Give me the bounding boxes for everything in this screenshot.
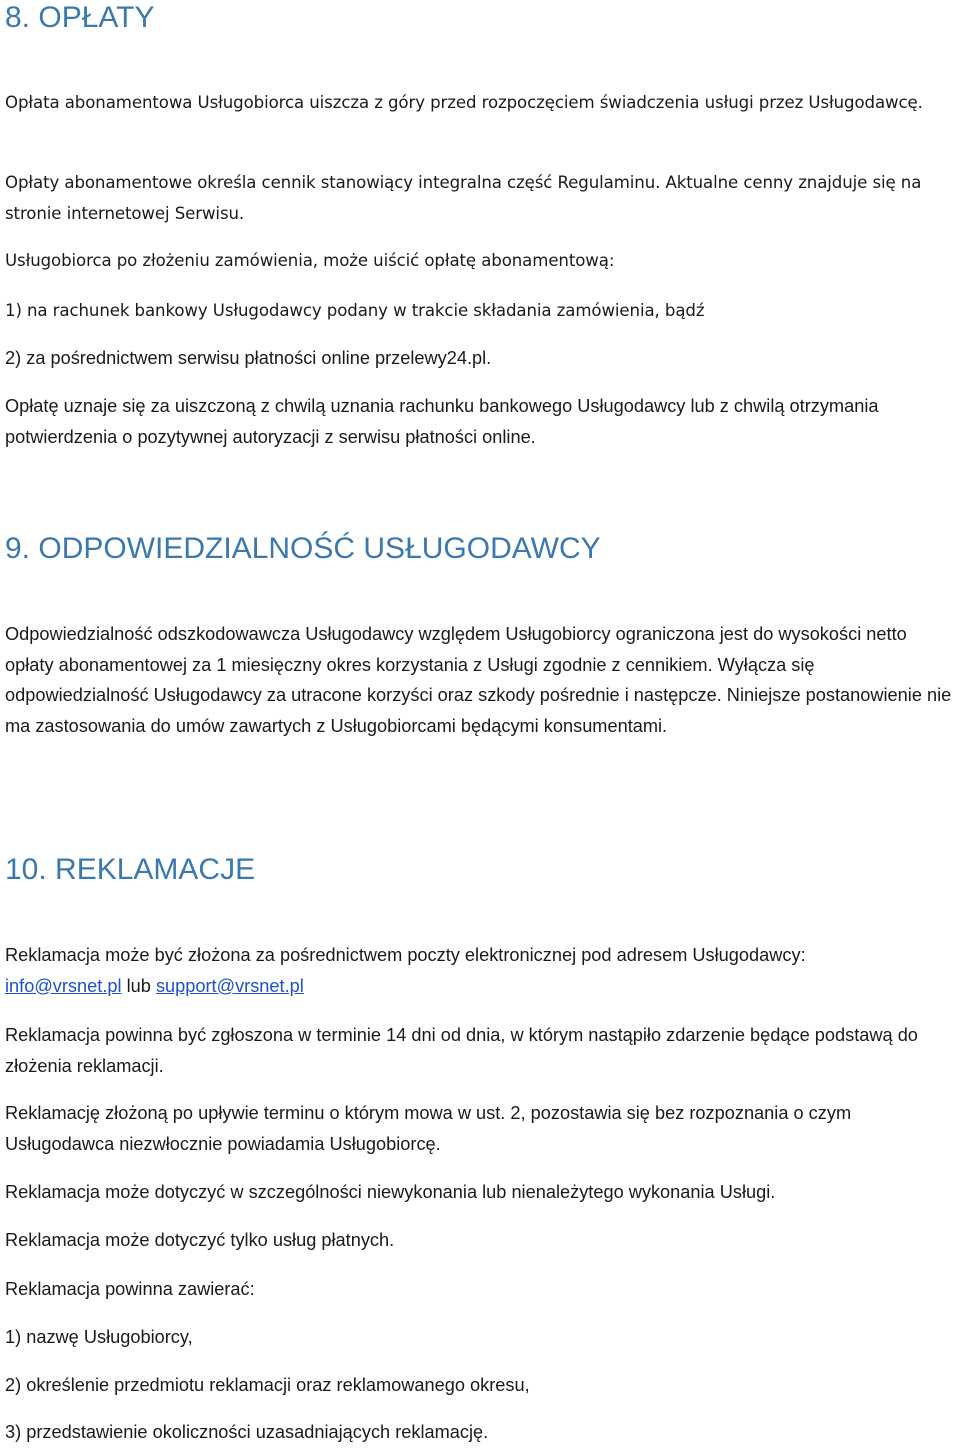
email-link-support[interactable]: support@vrsnet.pl: [155, 975, 304, 996]
section-9-paragraph-1: Odpowiedzialność odszkodowawcza Usługodawcy względem Usługobiorcy ograniczona jest do wysokości netto opłaty abonamentowej za 1 miesięczny okres korzystania z Usługi zgodnie z cennikiem. Wyłącza się odpowiedzialność Usługodawcy za utracone korzyści oraz szkody pośrednie i następcze. Niniejsze postanowienie nie ma zastosowania do umów zawartych z Usługobiorcami będącymi konsumentami.: [5, 624, 952, 736]
email-link-info[interactable]: info@vrsnet.pl: [5, 975, 122, 996]
section-10-paragraph-5: Reklamacja powinna zawierać:: [5, 1279, 255, 1299]
section-10-paragraph-3: Reklamacja może dotyczyć w szczególności niewykonania lub nienależytego wykonania Usługi.: [5, 1182, 776, 1202]
section-10-list-item-1: 1) nazwę Usługobiorcy,: [5, 1327, 193, 1347]
section-10-paragraph-1: Reklamacja powinna być zgłoszona w terminie 14 dni od dnia, w którym nastąpiło zdarzenie będące podstawą do złożenia reklamacji.: [5, 1025, 918, 1076]
section-8-list-item-2: 2) za pośrednictwem serwisu płatności online przelewy24.pl.: [5, 348, 492, 368]
section-10-heading: 10. REKLAMACJE: [5, 853, 256, 886]
section-8-paragraph-3: Usługobiorca po złożeniu zamówienia, może uiścić opłatę abonamentową:: [5, 251, 615, 270]
email-joiner-text: lub: [126, 975, 151, 996]
section-8-paragraph-4: Opłatę uznaje się za uiszczoną z chwilą uznania rachunku bankowego Usługodawcy lub z chwilą otrzymania potwierdzenia o pozytywnej autoryzacji z serwisu płatności online.: [5, 396, 879, 447]
contact-intro-text: Reklamacja może być złożona za pośrednictwem poczty elektronicznej pod adresem Usługodawcy:: [5, 945, 806, 965]
section-10-paragraph-2: Reklamację złożoną po upływie terminu o którym mowa w ust. 2, pozostawia się bez rozpoznania o czym Usługodawca niezwłocznie powiadamia Usługobiorcę.: [5, 1103, 852, 1154]
section-8-paragraph-1: Opłata abonamentowa Usługobiorca uiszcza z góry przed rozpoczęciem świadczenia usługi przez Usługodawcę.: [5, 93, 923, 112]
section-10-paragraph-4: Reklamacja może dotyczyć tylko usług płatnych.: [5, 1230, 395, 1250]
section-10-list-item-2: 2) określenie przedmiotu reklamacji oraz reklamowanego okresu,: [5, 1375, 530, 1395]
section-8-heading: 8. OPŁATY: [5, 1, 155, 34]
section-10-list-item-3: 3) przedstawienie okoliczności uzasadniających reklamację.: [5, 1422, 489, 1442]
section-8-list-item-1: 1) na rachunek bankowy Usługodawcy podany w trakcie składania zamówienia, bądź: [5, 301, 705, 320]
section-9-heading: 9. ODPOWIEDZIALNOŚĆ USŁUGODAWCY: [5, 532, 601, 565]
section-8-paragraph-2: Opłaty abonamentowe określa cennik stanowiący integralna część Regulaminu. Aktualne cenny znajduje się na stronie internetowej Serwisu.: [5, 173, 922, 223]
section-10-paragraph-contact: [5, 940, 957, 1001]
